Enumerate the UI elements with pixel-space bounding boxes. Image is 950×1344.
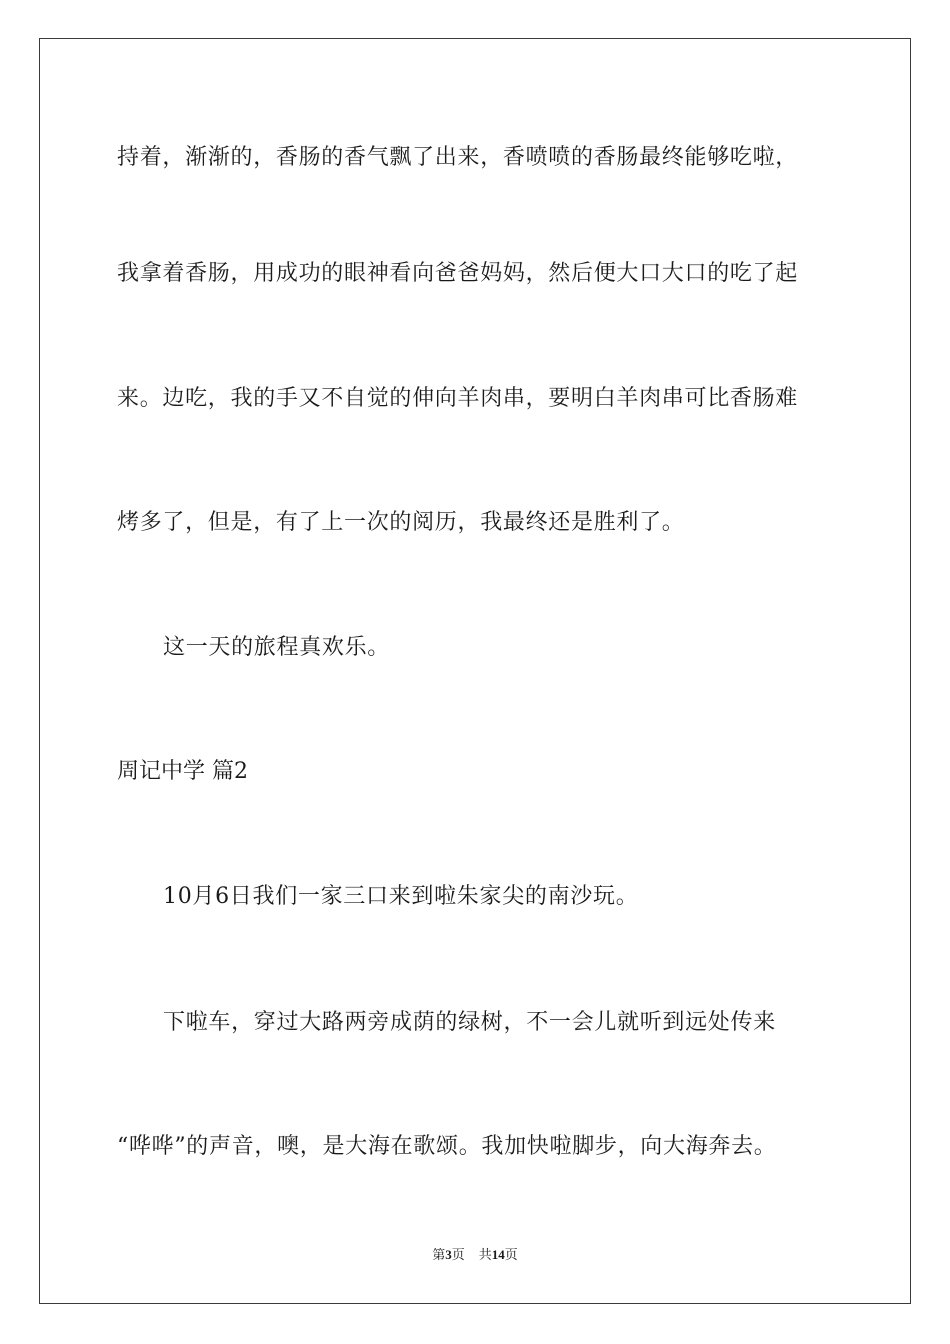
body-text-line: 下啦车，穿过大路两旁成荫的绿树，不一会儿就听到远处传来 xyxy=(163,1010,776,1035)
page-label-suffix: 页 xyxy=(451,1247,465,1262)
page-label-prefix: 第 xyxy=(432,1247,446,1262)
body-text-line: 烤多了，但是，有了上一次的阅历，我最终还是胜利了。 xyxy=(117,510,685,535)
page-border xyxy=(39,38,911,1304)
page-number: 3 xyxy=(445,1247,452,1262)
page-footer xyxy=(0,1246,950,1264)
body-text-line: “哗哗”的声音，噢，是大海在歌颂。我加快啦脚步，向大海奔去。 xyxy=(117,1134,777,1159)
total-label-suffix: 页 xyxy=(504,1247,518,1262)
body-text-line: 10月6日我们一家三口来到啦朱家尖的南沙玩。 xyxy=(163,884,639,909)
body-text-line: 来。边吃，我的手又不自觉的伸向羊肉串，要明白羊肉串可比香肠难 xyxy=(117,386,799,411)
body-text-line: 持着，渐渐的，香肠的香气飘了出来，香喷喷的香肠最终能够吃啦， xyxy=(117,145,799,170)
total-pages: 14 xyxy=(491,1247,505,1262)
body-text-line: 这一天的旅程真欢乐。 xyxy=(163,635,391,660)
section-heading: 周记中学 篇2 xyxy=(117,759,248,784)
body-text-line: 我拿着香肠，用成功的眼神看向爸爸妈妈，然后便大口大口的吃了起 xyxy=(117,261,799,286)
total-label-prefix: 共 xyxy=(478,1247,492,1262)
